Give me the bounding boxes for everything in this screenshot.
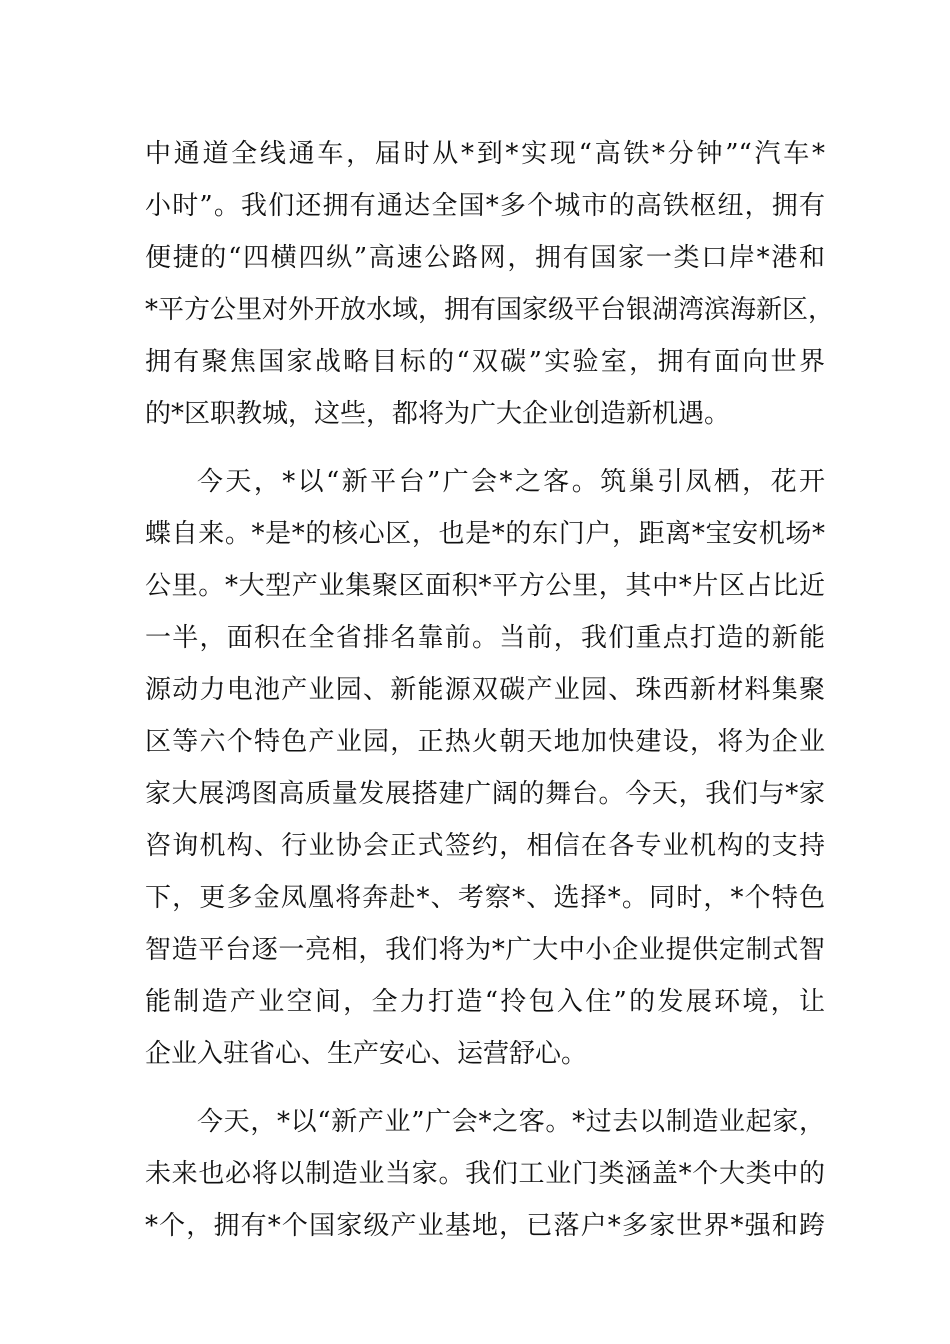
text-line: *个，拥有*个国家级产业基地，已落户*多家世界*强和跨 [145, 1211, 825, 1241]
text-line: 家大展鸿图高质量发展搭建广阔的舞台。今天，我们与*家 [145, 779, 825, 809]
text-line: 蝶自来。*是*的核心区，也是*的东门户，距离*宝安机场* [145, 519, 825, 549]
text-line: 智造平台逐一亮相，我们将为*广大中小企业提供定制式智 [145, 935, 825, 965]
text-line: 今天，*以“新产业”广会*之客。*过去以制造业起家， [197, 1107, 825, 1137]
text-line: 小时”。我们还拥有通达全国*多个城市的高铁枢纽，拥有 [145, 191, 825, 221]
text-line: 拥有聚焦国家战略目标的“双碳”实验室，拥有面向世界 [145, 347, 825, 377]
text-line: 企业入驻省心、生产安心、运营舒心。 [145, 1039, 588, 1069]
paragraph-1 [145, 128, 835, 440]
paragraph-2 [145, 456, 825, 1080]
text-line: 一半，面积在全省排名靠前。当前，我们重点打造的新能 [145, 623, 825, 653]
text-line: 咨询机构、行业协会正式签约，相信在各专业机构的支持 [145, 831, 825, 861]
paragraph-3 [145, 1096, 825, 1252]
text-line: 便捷的“四横四纵”高速公路网，拥有国家一类口岸*港和 [145, 243, 825, 273]
text-line: 源动力电池产业园、新能源双碳产业园、珠西新材料集聚 [145, 675, 825, 705]
document-body [145, 128, 835, 1252]
text-line: 能制造产业空间，全力打造“拎包入住”的发展环境，让 [145, 987, 825, 1017]
text-line: 未来也必将以制造业当家。我们工业门类涵盖*个大类中的 [145, 1159, 825, 1189]
text-line: 今天，*以“新平台”广会*之客。筑巢引凤栖，花开 [197, 467, 825, 497]
text-line: 区等六个特色产业园，正热火朝天地加快建设，将为企业 [145, 727, 825, 757]
text-line: 的*区职教城，这些，都将为广大企业创造新机遇。 [145, 399, 731, 429]
text-line: 下，更多金凤凰将奔赴*、考察*、选择*。同时，*个特色 [145, 883, 825, 913]
text-line: 公里。*大型产业集聚区面积*平方公里，其中*片区占比近 [145, 571, 825, 601]
text-line: *平方公里对外开放水域，拥有国家级平台银湖湾滨海新区， [145, 295, 835, 325]
text-line: 中通道全线通车，届时从*到*实现“高铁*分钟”“汽车* [145, 139, 825, 169]
